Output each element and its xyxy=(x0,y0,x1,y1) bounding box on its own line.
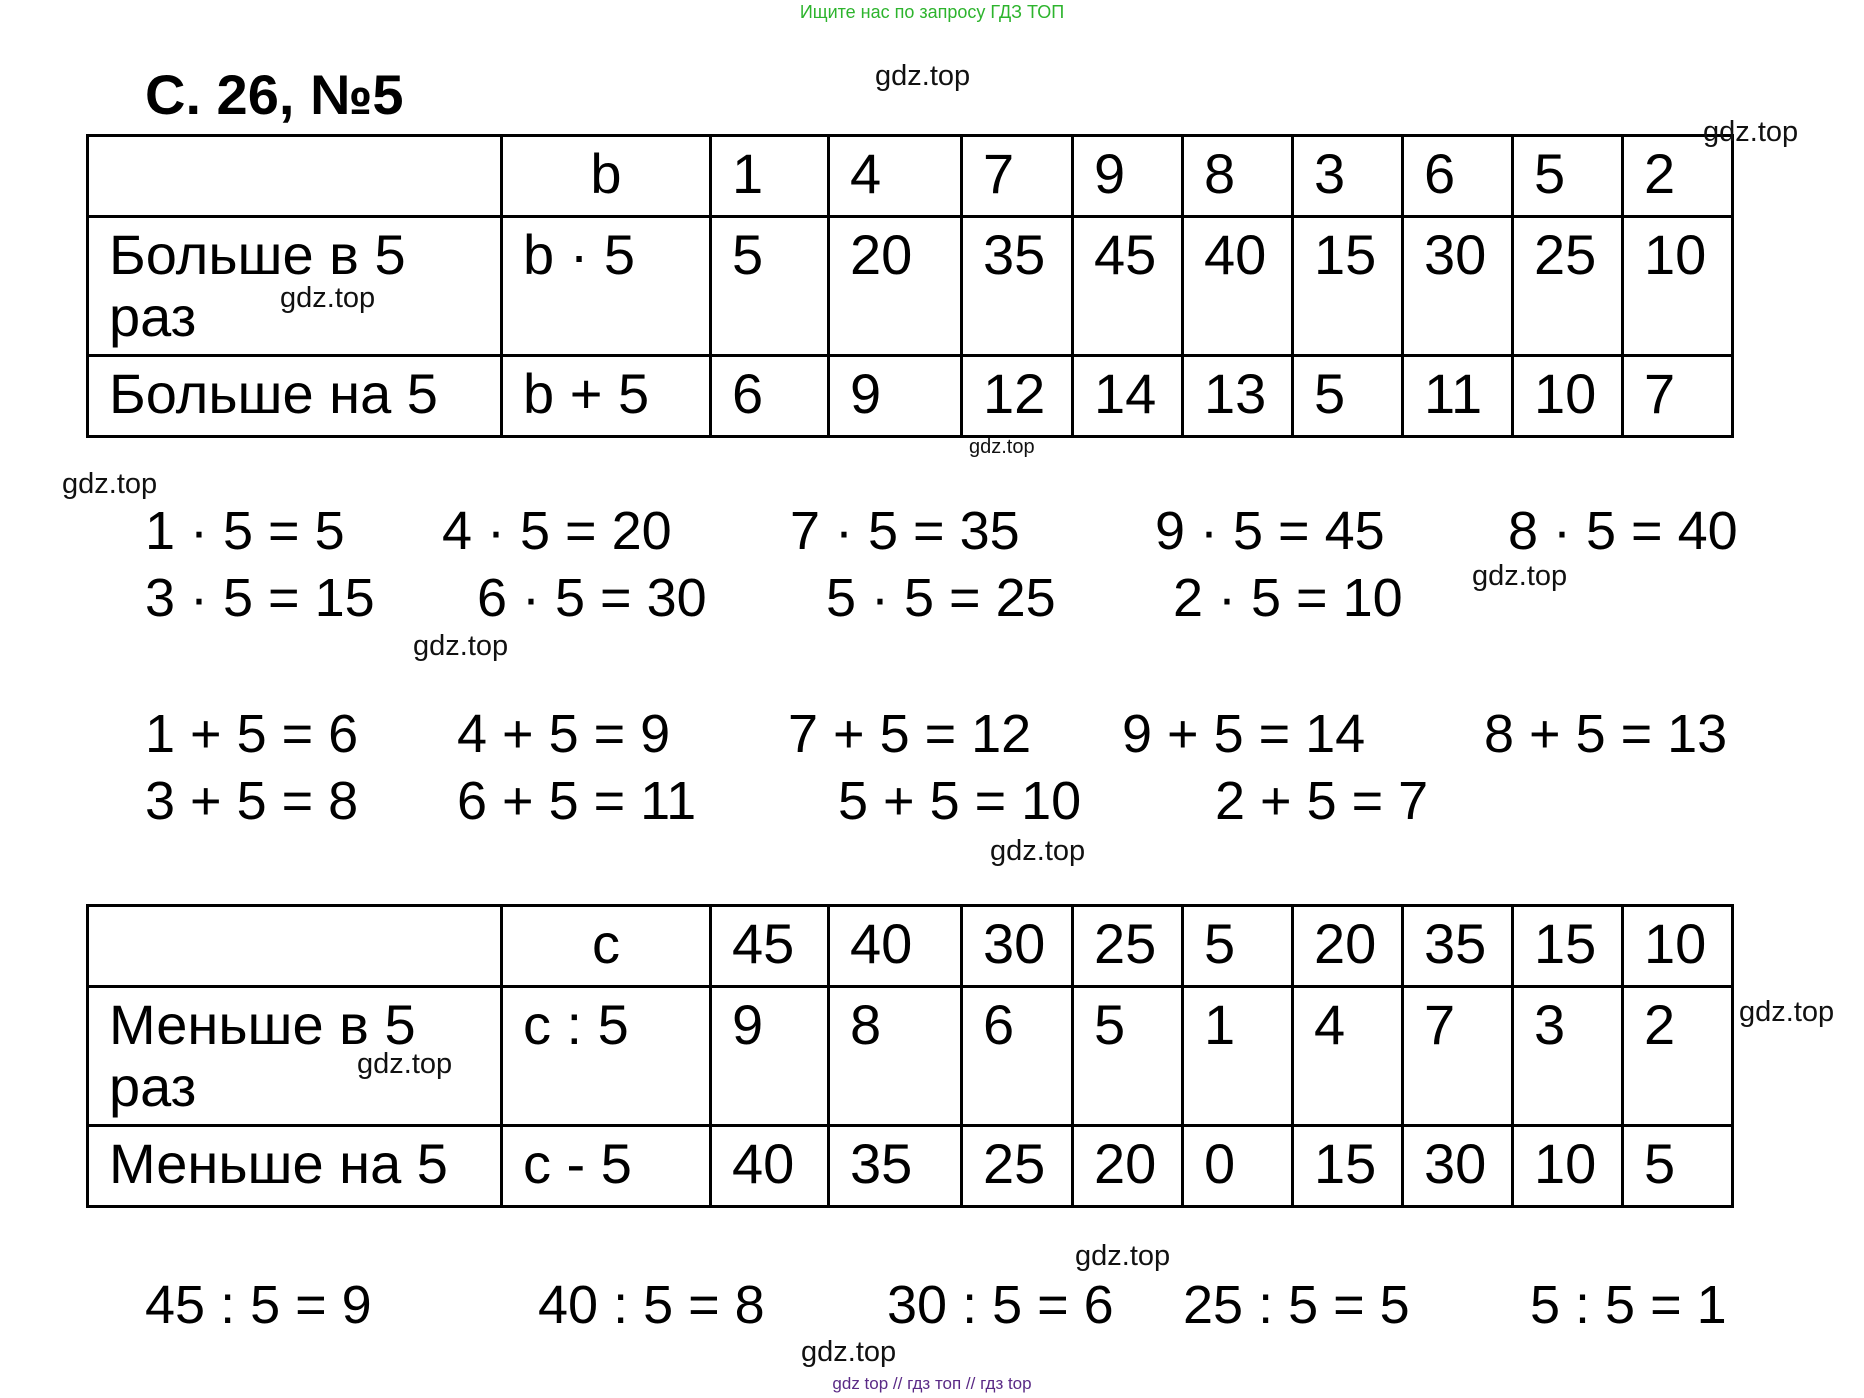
table-cell: 40 xyxy=(829,906,962,987)
table-cell: 10 xyxy=(1623,906,1733,987)
equation: 6 + 5 = 11 xyxy=(457,771,697,831)
table-row xyxy=(88,987,1733,1126)
equation: 5 + 5 = 10 xyxy=(838,771,1082,831)
page-title: С. 26, №5 xyxy=(145,63,404,126)
table-cell: 20 xyxy=(829,217,962,356)
table-header-row xyxy=(88,136,1733,217)
table-cell: 8 xyxy=(1183,136,1293,217)
table-row xyxy=(88,1126,1733,1207)
equation: 2 · 5 = 10 xyxy=(1173,568,1403,628)
equation: 2 + 5 = 7 xyxy=(1215,771,1429,831)
equation: 6 · 5 = 30 xyxy=(477,568,707,628)
table-cell xyxy=(88,136,502,217)
search-banner[interactable]: Ищите нас по запросу ГДЗ ТОП xyxy=(799,2,1065,22)
table-cell: 25 xyxy=(962,1126,1073,1207)
table-cell: 15 xyxy=(1293,217,1403,356)
row-expression: b + 5 xyxy=(502,356,711,437)
table-cell: 25 xyxy=(1513,217,1623,356)
table-cell: 9 xyxy=(711,987,829,1126)
equation: 4 · 5 = 20 xyxy=(442,501,672,561)
table-cell: 40 xyxy=(1183,217,1293,356)
equation: 40 : 5 = 8 xyxy=(538,1275,765,1335)
table-cell: 30 xyxy=(962,906,1073,987)
table-cell: 1 xyxy=(711,136,829,217)
table-cell: 5 xyxy=(711,217,829,356)
table-cell: 0 xyxy=(1183,1126,1293,1207)
table-cell: 5 xyxy=(1073,987,1183,1126)
row-label: Меньше на 5 xyxy=(88,1126,502,1207)
watermark: gdz.top xyxy=(990,835,1086,867)
row-expression: b · 5 xyxy=(502,217,711,356)
table-cell: 4 xyxy=(1293,987,1403,1126)
table-cell: 13 xyxy=(1183,356,1293,437)
variable-header: c xyxy=(502,906,711,987)
table-cell: 11 xyxy=(1403,356,1513,437)
table-cell: 3 xyxy=(1513,987,1623,1126)
footer-links[interactable]: gdz top // гдз топ // гдз top xyxy=(832,1374,1032,1393)
table-cell: 7 xyxy=(962,136,1073,217)
table-cell: 5 xyxy=(1513,136,1623,217)
equation: 3 + 5 = 8 xyxy=(145,771,359,831)
equation: 8 + 5 = 13 xyxy=(1484,704,1728,764)
watermark: gdz.top xyxy=(1472,560,1568,592)
watermark: gdz.top xyxy=(280,282,376,314)
table-cell: 6 xyxy=(1403,136,1513,217)
equation: 1 + 5 = 6 xyxy=(145,704,359,764)
watermark: gdz.top xyxy=(62,468,158,500)
equation: 1 · 5 = 5 xyxy=(145,501,345,561)
table-c xyxy=(86,904,1734,1208)
variable-header: b xyxy=(502,136,711,217)
equation: 45 : 5 = 9 xyxy=(145,1275,372,1335)
row-label: Больше на 5 xyxy=(88,356,502,437)
watermark: gdz.top xyxy=(1739,996,1835,1028)
table-cell: 1 xyxy=(1183,987,1293,1126)
table-cell: 40 xyxy=(711,1126,829,1207)
table-cell: 45 xyxy=(711,906,829,987)
row-label: Меньше в 5 раз xyxy=(88,987,502,1126)
watermark: gdz.top xyxy=(357,1048,453,1080)
equation: 25 : 5 = 5 xyxy=(1183,1275,1410,1335)
table-cell: 2 xyxy=(1623,987,1733,1126)
table-cell: 2 xyxy=(1623,136,1733,217)
watermark: gdz.top xyxy=(875,60,971,92)
table-cell: 30 xyxy=(1403,1126,1513,1207)
equation: 9 + 5 = 14 xyxy=(1122,704,1366,764)
equation: 8 · 5 = 40 xyxy=(1508,501,1738,561)
table-cell: 3 xyxy=(1293,136,1403,217)
table-cell: 45 xyxy=(1073,217,1183,356)
table-cell: 7 xyxy=(1623,356,1733,437)
row-expression: c - 5 xyxy=(502,1126,711,1207)
equation: 30 : 5 = 6 xyxy=(887,1275,1114,1335)
equation: 9 · 5 = 45 xyxy=(1155,501,1385,561)
table-cell: 6 xyxy=(962,987,1073,1126)
table-cell: 14 xyxy=(1073,356,1183,437)
table-row xyxy=(88,356,1733,437)
table-cell: 20 xyxy=(1073,1126,1183,1207)
watermark: gdz.top xyxy=(1703,116,1799,148)
table-cell: 9 xyxy=(829,356,962,437)
table-cell: 5 xyxy=(1623,1126,1733,1207)
table-cell: 15 xyxy=(1513,906,1623,987)
table-cell: 20 xyxy=(1293,906,1403,987)
table-cell: 7 xyxy=(1403,987,1513,1126)
table-cell xyxy=(88,906,502,987)
table-cell: 9 xyxy=(1073,136,1183,217)
table-cell: 30 xyxy=(1403,217,1513,356)
table-cell: 6 xyxy=(711,356,829,437)
table-cell: 5 xyxy=(1293,356,1403,437)
table-header-row xyxy=(88,906,1733,987)
table-cell: 25 xyxy=(1073,906,1183,987)
table-cell: 10 xyxy=(1513,1126,1623,1207)
row-expression: c : 5 xyxy=(502,987,711,1126)
table-cell: 35 xyxy=(829,1126,962,1207)
table-cell: 10 xyxy=(1513,356,1623,437)
table-cell: 10 xyxy=(1623,217,1733,356)
table-cell: 4 xyxy=(829,136,962,217)
watermark: gdz.top xyxy=(413,630,509,662)
watermark: gdz.top xyxy=(801,1336,897,1368)
table-cell: 35 xyxy=(962,217,1073,356)
table-cell: 35 xyxy=(1403,906,1513,987)
equation: 3 · 5 = 15 xyxy=(145,568,375,628)
table-cell: 8 xyxy=(829,987,962,1126)
equation: 5 : 5 = 1 xyxy=(1530,1275,1727,1335)
table-cell: 15 xyxy=(1293,1126,1403,1207)
row-label: Больше в 5 раз xyxy=(88,217,502,356)
table-cell: 5 xyxy=(1183,906,1293,987)
table-cell: 12 xyxy=(962,356,1073,437)
equation: 7 + 5 = 12 xyxy=(788,704,1032,764)
watermark: gdz.top xyxy=(969,436,1035,458)
equation: 7 · 5 = 35 xyxy=(790,501,1020,561)
equation: 4 + 5 = 9 xyxy=(457,704,671,764)
equation: 5 · 5 = 25 xyxy=(826,568,1056,628)
watermark: gdz.top xyxy=(1075,1240,1171,1272)
